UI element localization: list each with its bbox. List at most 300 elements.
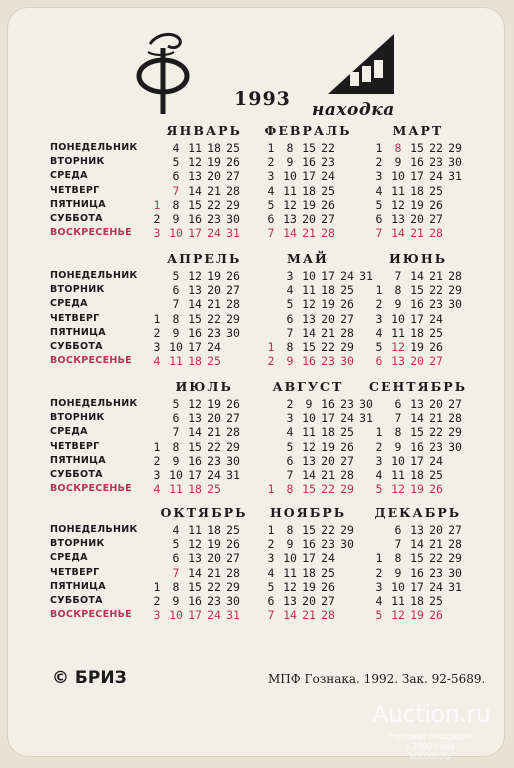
day-number: 25 [321, 565, 335, 580]
day-number: 16 [188, 453, 202, 468]
day-number: 28 [340, 468, 354, 482]
day-number: 24 [207, 468, 221, 482]
day-number: 9 [286, 537, 294, 552]
day-number: 1 [267, 141, 275, 155]
day-number: 23 [207, 212, 221, 226]
day-number: 15 [188, 311, 202, 326]
day-number: 17 [188, 468, 202, 482]
day-number: 8 [394, 551, 402, 566]
day-number: 23 [207, 453, 221, 468]
day-number: 15 [410, 141, 424, 155]
day-number: 16 [410, 297, 424, 312]
day-number: 19 [410, 608, 424, 623]
day-number: 29 [226, 579, 240, 594]
day-number: 28 [448, 269, 462, 283]
day-number: 12 [391, 197, 405, 212]
day-number: 9 [394, 297, 402, 312]
day-number: 4 [172, 141, 180, 155]
day-number: 5 [375, 197, 383, 212]
day-number: 6 [375, 354, 383, 369]
day-number: 25 [207, 354, 221, 369]
day-number: 9 [394, 565, 402, 580]
day-number: 13 [410, 523, 424, 537]
weekday-label: ВТОРНИК [50, 412, 105, 424]
watermark-line: торговая площадка [388, 732, 472, 741]
day-number: 17 [188, 226, 202, 241]
day-number: 18 [302, 565, 316, 580]
day-number: 26 [340, 297, 354, 312]
day-number: 28 [340, 325, 354, 340]
day-number: 5 [286, 439, 294, 454]
day-number: 12 [391, 340, 405, 354]
day-number: 8 [286, 523, 294, 537]
day-number: 6 [394, 397, 402, 411]
day-number: 16 [410, 155, 424, 170]
day-number: 15 [302, 482, 316, 497]
day-number: 16 [188, 594, 202, 608]
day-number: 21 [429, 537, 443, 552]
day-number: 2 [267, 155, 275, 170]
day-number: 12 [188, 537, 202, 552]
day-number: 19 [207, 537, 221, 552]
day-number: 8 [172, 439, 180, 454]
day-number: 21 [321, 325, 335, 340]
day-number: 6 [172, 551, 180, 566]
day-number: 31 [226, 468, 240, 482]
day-number: 6 [172, 169, 180, 184]
weekday-label: СРЕДА [50, 426, 88, 438]
day-number: 28 [321, 226, 335, 241]
day-number: 1 [267, 482, 275, 497]
day-number: 15 [302, 340, 316, 354]
day-number: 2 [153, 594, 161, 608]
day-number: 13 [188, 169, 202, 184]
day-number: 30 [448, 297, 462, 312]
day-number: 4 [286, 425, 294, 440]
day-number: 3 [286, 269, 294, 283]
day-number: 14 [410, 411, 424, 426]
day-number: 15 [410, 551, 424, 566]
day-number: 18 [410, 183, 424, 198]
weekday-label: СРЕДА [50, 552, 88, 564]
day-number: 10 [391, 169, 405, 184]
day-number: 6 [172, 411, 180, 426]
day-number: 7 [172, 425, 180, 440]
day-number: 27 [226, 551, 240, 566]
day-number: 30 [226, 453, 240, 468]
day-number: 10 [169, 468, 183, 482]
day-number: 26 [429, 482, 443, 497]
day-number: 22 [207, 439, 221, 454]
day-number: 31 [448, 579, 462, 594]
day-number: 21 [410, 226, 424, 241]
calendar-year: 1993 [234, 88, 291, 110]
day-number: 4 [267, 183, 275, 198]
month-name: ИЮЛЬ [175, 379, 233, 394]
weekday-label: СУББОТА [50, 341, 103, 352]
day-number: 16 [410, 565, 424, 580]
day-number: 28 [226, 565, 240, 580]
weekday-label: ВОСКРЕСЕНЬЕ [50, 355, 132, 367]
day-number: 14 [410, 537, 424, 552]
day-number: 22 [429, 283, 443, 298]
weekday-label: ВОСКРЕСЕНЬЕ [50, 227, 132, 239]
day-number: 1 [267, 340, 275, 354]
day-number: 18 [321, 425, 335, 440]
month-name: ОКТЯБРЬ [160, 505, 248, 520]
day-number: 25 [226, 523, 240, 537]
month-name: ФЕВРАЛЬ [264, 123, 352, 138]
day-number: 27 [226, 283, 240, 298]
weekday-label: ВТОРНИК [50, 538, 105, 550]
day-number: 16 [302, 537, 316, 552]
day-number: 9 [286, 354, 294, 369]
day-number: 2 [153, 325, 161, 340]
day-number: 4 [153, 354, 161, 369]
watermark-line: auction.ru [409, 752, 451, 761]
month-name: МАРТ [392, 123, 444, 138]
day-number: 19 [302, 197, 316, 212]
weekday-label: ПОНЕДЕЛЬНИК [50, 524, 138, 535]
day-number: 11 [391, 183, 405, 198]
day-number: 8 [286, 141, 294, 155]
day-number: 13 [188, 411, 202, 426]
day-number: 29 [448, 425, 462, 440]
day-number: 27 [448, 523, 462, 537]
day-number: 10 [391, 311, 405, 326]
day-number: 27 [226, 169, 240, 184]
day-number: 8 [286, 340, 294, 354]
day-number: 14 [283, 608, 297, 623]
day-number: 4 [375, 183, 383, 198]
day-number: 3 [153, 608, 161, 623]
day-number: 30 [340, 537, 354, 552]
day-number: 20 [302, 594, 316, 608]
weekday-label: ЧЕТВЕРГ [50, 440, 100, 452]
day-number: 7 [172, 297, 180, 312]
day-number: 26 [429, 197, 443, 212]
day-number: 1 [153, 579, 161, 594]
day-number: 11 [391, 468, 405, 482]
month-name: НОЯБРЬ [270, 505, 347, 520]
weekday-label: ЧЕТВЕРГ [50, 184, 100, 196]
day-number: 15 [188, 579, 202, 594]
day-number: 1 [153, 311, 161, 326]
month-name: ЯНВАРЬ [166, 123, 242, 138]
day-number: 5 [267, 197, 275, 212]
day-number: 20 [410, 354, 424, 369]
printer-imprint: МПФ Гознака. 1992. Зак. 92-5689. [268, 672, 486, 686]
day-number: 28 [448, 411, 462, 426]
day-number: 15 [188, 439, 202, 454]
day-number: 17 [302, 169, 316, 184]
day-number: 5 [375, 340, 383, 354]
weekday-label: СУББОТА [50, 595, 103, 606]
day-number: 26 [321, 197, 335, 212]
day-number: 22 [321, 141, 335, 155]
day-number: 10 [169, 608, 183, 623]
day-number: 18 [410, 468, 424, 482]
weekday-label: СРЕДА [50, 170, 88, 182]
day-number: 1 [267, 523, 275, 537]
day-number: 11 [188, 141, 202, 155]
day-number: 2 [153, 453, 161, 468]
day-number: 11 [169, 354, 183, 369]
day-number: 29 [448, 141, 462, 155]
day-number: 14 [188, 297, 202, 312]
day-number: 10 [283, 169, 297, 184]
day-number: 7 [394, 269, 402, 283]
day-number: 11 [169, 482, 183, 497]
day-number: 10 [283, 551, 297, 566]
day-number: 27 [429, 354, 443, 369]
day-number: 22 [207, 197, 221, 212]
day-number: 8 [394, 425, 402, 440]
day-number: 12 [283, 197, 297, 212]
day-number: 12 [391, 482, 405, 497]
day-number: 4 [375, 325, 383, 340]
day-number: 24 [429, 311, 443, 326]
day-number: 19 [207, 397, 221, 411]
day-number: 27 [340, 311, 354, 326]
day-number: 4 [153, 482, 161, 497]
day-number: 18 [321, 283, 335, 298]
day-number: 19 [207, 269, 221, 283]
day-number: 27 [429, 212, 443, 226]
day-number: 14 [391, 226, 405, 241]
day-number: 11 [302, 425, 316, 440]
day-number: 12 [302, 297, 316, 312]
day-number: 13 [188, 551, 202, 566]
day-number: 20 [429, 397, 443, 411]
day-number: 7 [286, 325, 294, 340]
day-number: 25 [429, 594, 443, 608]
day-number: 21 [207, 183, 221, 198]
day-number: 29 [340, 482, 354, 497]
day-number: 26 [226, 269, 240, 283]
day-number: 18 [410, 325, 424, 340]
day-number: 3 [153, 226, 161, 241]
day-number: 29 [340, 523, 354, 537]
day-number: 17 [188, 608, 202, 623]
day-number: 16 [302, 354, 316, 369]
day-number: 24 [207, 226, 221, 241]
day-number: 4 [375, 468, 383, 482]
day-number: 10 [391, 453, 405, 468]
watermark-site: Auction.ru [372, 700, 491, 728]
day-number: 7 [172, 183, 180, 198]
day-number: 23 [429, 439, 443, 454]
day-number: 24 [429, 579, 443, 594]
day-number: 24 [207, 340, 221, 354]
day-number: 20 [321, 311, 335, 326]
day-number: 2 [286, 397, 294, 411]
day-number: 4 [286, 283, 294, 298]
day-number: 7 [375, 226, 383, 241]
day-number: 16 [410, 439, 424, 454]
day-number: 20 [302, 212, 316, 226]
day-number: 17 [410, 311, 424, 326]
ef-monogram-logo [128, 30, 198, 116]
day-number: 25 [429, 468, 443, 482]
day-number: 9 [172, 453, 180, 468]
day-number: 21 [302, 608, 316, 623]
month-name: ИЮНЬ [389, 251, 448, 266]
day-number: 18 [188, 354, 202, 369]
day-number: 25 [226, 141, 240, 155]
day-number: 24 [340, 411, 354, 426]
publisher-mark: © БРИЗ [52, 668, 127, 688]
day-number: 18 [207, 141, 221, 155]
day-number: 11 [283, 183, 297, 198]
day-number: 29 [226, 197, 240, 212]
day-number: 30 [226, 594, 240, 608]
day-number: 6 [267, 594, 275, 608]
day-number: 23 [321, 537, 335, 552]
day-number: 29 [448, 283, 462, 298]
day-number: 11 [302, 283, 316, 298]
weekday-label: ПОНЕДЕЛЬНИК [50, 270, 138, 281]
day-number: 12 [188, 269, 202, 283]
day-number: 2 [267, 537, 275, 552]
day-number: 14 [410, 269, 424, 283]
day-number: 26 [226, 537, 240, 552]
day-number: 11 [283, 565, 297, 580]
day-number: 22 [429, 551, 443, 566]
day-number: 26 [226, 155, 240, 170]
day-number: 26 [321, 579, 335, 594]
day-number: 17 [302, 551, 316, 566]
day-number: 2 [375, 297, 383, 312]
day-number: 14 [302, 468, 316, 482]
weekday-label: ЧЕТВЕРГ [50, 566, 100, 578]
day-number: 24 [321, 169, 335, 184]
day-number: 18 [410, 594, 424, 608]
weekday-label: ПОНЕДЕЛЬНИК [50, 398, 138, 409]
day-number: 16 [188, 325, 202, 340]
day-number: 13 [283, 212, 297, 226]
day-number: 28 [226, 297, 240, 312]
day-number: 15 [302, 523, 316, 537]
day-number: 9 [394, 155, 402, 170]
day-number: 18 [207, 523, 221, 537]
day-number: 25 [340, 425, 354, 440]
day-number: 22 [321, 482, 335, 497]
day-number: 9 [394, 439, 402, 454]
day-number: 6 [394, 523, 402, 537]
day-number: 17 [410, 169, 424, 184]
day-number: 19 [302, 579, 316, 594]
day-number: 3 [286, 411, 294, 426]
month-name: СЕНТЯБРЬ [369, 379, 468, 394]
day-number: 20 [410, 212, 424, 226]
day-number: 3 [375, 579, 383, 594]
day-number: 21 [429, 269, 443, 283]
day-number: 12 [283, 579, 297, 594]
day-number: 23 [321, 354, 335, 369]
day-number: 30 [359, 397, 373, 411]
day-number: 11 [391, 594, 405, 608]
day-number: 27 [321, 594, 335, 608]
day-number: 8 [286, 482, 294, 497]
day-number: 22 [321, 523, 335, 537]
day-number: 25 [321, 183, 335, 198]
day-number: 20 [207, 169, 221, 184]
day-number: 4 [267, 565, 275, 580]
day-number: 13 [302, 311, 316, 326]
day-number: 21 [302, 226, 316, 241]
day-number: 7 [267, 226, 275, 241]
day-number: 3 [153, 340, 161, 354]
day-number: 19 [410, 340, 424, 354]
day-number: 23 [429, 155, 443, 170]
weekday-label: ПЯТНИЦА [50, 326, 106, 338]
day-number: 12 [188, 397, 202, 411]
day-number: 10 [302, 269, 316, 283]
day-number: 19 [410, 482, 424, 497]
day-number: 4 [375, 594, 383, 608]
day-number: 6 [375, 212, 383, 226]
day-number: 17 [188, 340, 202, 354]
day-number: 15 [188, 197, 202, 212]
day-number: 13 [283, 594, 297, 608]
day-number: 13 [391, 354, 405, 369]
day-number: 16 [188, 212, 202, 226]
weekday-label: СУББОТА [50, 469, 103, 480]
day-number: 20 [207, 551, 221, 566]
day-number: 5 [375, 482, 383, 497]
day-number: 3 [375, 453, 383, 468]
day-number: 15 [302, 141, 316, 155]
day-number: 25 [207, 482, 221, 497]
month-name: АПРЕЛЬ [167, 251, 242, 266]
day-number: 17 [410, 579, 424, 594]
day-number: 24 [340, 269, 354, 283]
day-number: 19 [321, 439, 335, 454]
weekday-label: СРЕДА [50, 298, 88, 310]
day-number: 9 [286, 155, 294, 170]
day-number: 2 [375, 439, 383, 454]
day-number: 19 [321, 297, 335, 312]
day-number: 25 [429, 183, 443, 198]
day-number: 10 [169, 226, 183, 241]
day-number: 24 [429, 453, 443, 468]
day-number: 28 [226, 183, 240, 198]
day-number: 2 [267, 354, 275, 369]
watermark-caption [388, 732, 472, 762]
day-number: 18 [188, 482, 202, 497]
day-number: 4 [172, 523, 180, 537]
day-number: 3 [267, 551, 275, 566]
day-number: 12 [302, 439, 316, 454]
day-number: 27 [321, 212, 335, 226]
weekday-label: ПЯТНИЦА [50, 198, 106, 210]
day-number: 21 [207, 565, 221, 580]
day-number: 8 [394, 141, 402, 155]
day-number: 25 [429, 325, 443, 340]
day-number: 13 [302, 453, 316, 468]
day-number: 1 [153, 439, 161, 454]
day-number: 28 [226, 425, 240, 440]
day-number: 29 [448, 551, 462, 566]
day-number: 26 [226, 397, 240, 411]
day-number: 8 [172, 197, 180, 212]
day-number: 23 [207, 325, 221, 340]
day-number: 21 [321, 468, 335, 482]
day-number: 5 [172, 269, 180, 283]
day-number: 9 [172, 212, 180, 226]
day-number: 26 [429, 608, 443, 623]
